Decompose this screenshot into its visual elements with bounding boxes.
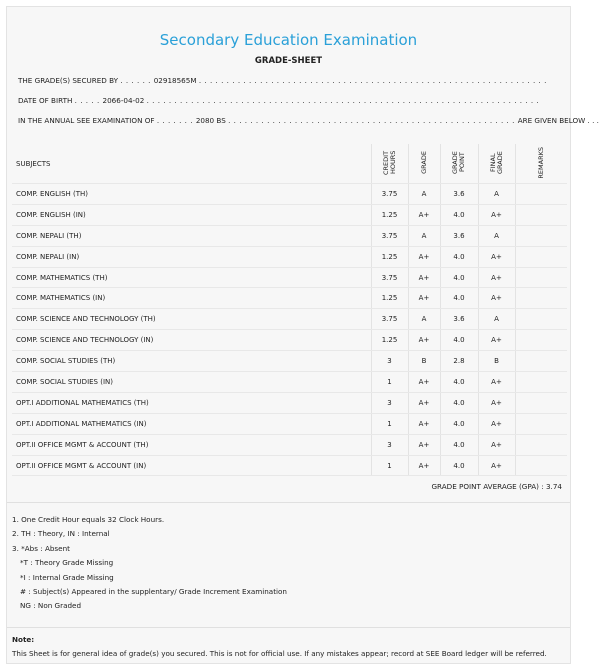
header-grade-point: GRADE POINT xyxy=(440,144,478,184)
exam-title: Secondary Education Examination xyxy=(159,31,418,49)
credit-hours-cell: 1.25 xyxy=(371,330,408,351)
final-grade-cell: A+ xyxy=(478,204,515,225)
table-row xyxy=(12,413,567,434)
final-grade-cell: B xyxy=(478,351,515,372)
final-grade-cell: A+ xyxy=(478,267,515,288)
credit-hours-cell: 3.75 xyxy=(371,267,408,288)
final-grade-cell: A+ xyxy=(478,413,515,434)
header-grade: GRADE xyxy=(408,144,440,184)
exam-label: IN THE ANNUAL SEE EXAMINATION OF xyxy=(18,116,155,125)
grade-point-cell: 4.0 xyxy=(440,204,478,225)
grades-table xyxy=(12,144,567,476)
grade-sheet xyxy=(6,6,599,664)
subject-cell: COMP. ENGLISH (IN) xyxy=(12,204,371,225)
grade-point-cell: 2.8 xyxy=(440,351,478,372)
remarks-cell xyxy=(515,330,567,351)
table-row xyxy=(12,309,567,330)
subject-cell: COMP. NEPALI (IN) xyxy=(12,246,371,267)
grade-point-cell: 4.0 xyxy=(440,434,478,455)
subject-cell: COMP. MATHEMATICS (IN) xyxy=(12,288,371,309)
final-grade-cell: A+ xyxy=(478,288,515,309)
final-grade-cell: A xyxy=(478,184,515,205)
grade-cell: A+ xyxy=(408,413,440,434)
table-row xyxy=(12,288,567,309)
table-row xyxy=(12,455,567,476)
grade-cell: A+ xyxy=(408,392,440,413)
grade-point-cell: 4.0 xyxy=(440,455,478,476)
remarks-cell xyxy=(515,184,567,205)
final-grade-cell: A+ xyxy=(478,372,515,393)
note-item: 2. TH : Theory, IN : Internal xyxy=(12,529,110,539)
final-grade-cell: A+ xyxy=(478,246,515,267)
table-row xyxy=(12,392,567,413)
credit-hours-cell: 1.25 xyxy=(371,288,408,309)
credit-hours-cell: 1 xyxy=(371,372,408,393)
credit-hours-cell: 1 xyxy=(371,413,408,434)
grade-cell: A xyxy=(408,225,440,246)
grade-cell: A xyxy=(408,184,440,205)
divider xyxy=(7,502,570,503)
header-final-grade: FINAL GRADE xyxy=(478,144,515,184)
remarks-cell xyxy=(515,351,567,372)
subject-cell: COMP. ENGLISH (TH) xyxy=(12,184,371,205)
exam-year: 2080 BS xyxy=(195,116,226,125)
table-row xyxy=(12,330,567,351)
grade-cell: A+ xyxy=(408,267,440,288)
subject-cell: COMP. MATHEMATICS (TH) xyxy=(12,267,371,288)
remarks-cell xyxy=(515,309,567,330)
sheet-subtitle: GRADE-SHEET xyxy=(254,56,323,66)
credit-hours-cell: 1.25 xyxy=(371,204,408,225)
credit-hours-cell: 1.25 xyxy=(371,246,408,267)
subject-cell: OPT.I ADDITIONAL MATHEMATICS (TH) xyxy=(12,392,371,413)
table-row xyxy=(12,434,567,455)
note-item: 1. One Credit Hour equals 32 Clock Hours. xyxy=(12,515,165,524)
credit-hours-cell: 3 xyxy=(371,392,408,413)
grade-cell: A+ xyxy=(408,330,440,351)
final-grade-cell: A+ xyxy=(478,455,515,476)
symbol-number: 02918565M xyxy=(153,76,197,85)
given-below: ARE GIVEN BELOW . . . xyxy=(517,116,599,125)
remarks-cell xyxy=(515,288,567,309)
grade-cell: B xyxy=(408,351,440,372)
subject-cell: OPT.II OFFICE MGMT & ACCOUNT (IN) xyxy=(12,455,371,476)
grade-cell: A+ xyxy=(408,246,440,267)
header-subjects: SUBJECTS xyxy=(12,144,371,184)
credit-hours-cell: 3 xyxy=(371,434,408,455)
credit-hours-cell: 3.75 xyxy=(371,184,408,205)
divider xyxy=(7,627,570,628)
subject-cell: COMP. SCIENCE AND TECHNOLOGY (IN) xyxy=(12,330,371,351)
remarks-cell xyxy=(515,204,567,225)
secured-by-line: THE GRADE(S) SECURED BY . . . . . . 02918565M . . . . . . . . . . . . . . . . . . . . . . . . . . . . . . . . . . . . . . . . . . . . . . . . . . . . . . . . . . . . . . . xyxy=(18,76,547,85)
grade-cell: A+ xyxy=(408,204,440,225)
remarks-cell xyxy=(515,372,567,393)
header-remarks: REMARKS xyxy=(515,144,567,184)
grade-point-cell: 4.0 xyxy=(440,372,478,393)
note-item: # : Subject(s) Appeared in the supplentary/ Grade Increment Examination xyxy=(20,587,287,597)
remarks-cell xyxy=(515,455,567,476)
subject-cell: COMP. NEPALI (TH) xyxy=(12,225,371,246)
credit-hours-cell: 3.75 xyxy=(371,309,408,330)
remarks-cell xyxy=(515,267,567,288)
grade-point-cell: 4.0 xyxy=(440,413,478,434)
credit-hours-cell: 3 xyxy=(371,351,408,372)
remarks-cell xyxy=(515,246,567,267)
grade-cell: A+ xyxy=(408,288,440,309)
gpa-label: GRADE POINT AVERAGE (GPA) : xyxy=(431,482,544,491)
table-row xyxy=(12,184,567,205)
table-row xyxy=(12,372,567,393)
table-row xyxy=(12,246,567,267)
footnote-label: Note: xyxy=(12,635,35,644)
grade-point-cell: 4.0 xyxy=(440,246,478,267)
grade-point-cell: 4.0 xyxy=(440,330,478,351)
table-row xyxy=(12,225,567,246)
note-item: NG : Non Graded xyxy=(20,601,82,611)
note-item: *T : Theory Grade Missing xyxy=(20,558,114,568)
remarks-cell xyxy=(515,225,567,246)
final-grade-cell: A+ xyxy=(478,392,515,413)
grade-point-cell: 4.0 xyxy=(440,392,478,413)
grade-point-cell: 3.6 xyxy=(440,184,478,205)
subject-cell: COMP. SCIENCE AND TECHNOLOGY (TH) xyxy=(12,309,371,330)
dob-value: 2066-04-02 xyxy=(102,96,145,105)
table-row xyxy=(12,204,567,225)
grade-cell: A xyxy=(408,309,440,330)
subject-cell: COMP. SOCIAL STUDIES (IN) xyxy=(12,372,371,393)
table-header-row xyxy=(12,144,567,184)
remarks-cell xyxy=(515,434,567,455)
subject-cell: COMP. SOCIAL STUDIES (TH) xyxy=(12,351,371,372)
grade-point-cell: 4.0 xyxy=(440,288,478,309)
exam-line: IN THE ANNUAL SEE EXAMINATION OF . . . . . . . 2080 BS . . . . . . . . . . . . . . . . . . . . . . . . . . . . . . . . . . . . . . . . . . . . . . . . . . . . ARE GIVEN BELOW . . . xyxy=(18,116,599,125)
note-item: 3. *Abs : Absent xyxy=(12,543,70,553)
grade-point-cell: 3.6 xyxy=(440,309,478,330)
grade-cell: A+ xyxy=(408,455,440,476)
subject-cell: OPT.I ADDITIONAL MATHEMATICS (IN) xyxy=(12,413,371,434)
credit-hours-cell: 3.75 xyxy=(371,225,408,246)
table-row xyxy=(12,351,567,372)
grade-cell: A+ xyxy=(408,372,440,393)
note-item: *I : Internal Grade Missing xyxy=(20,572,114,582)
credit-hours-cell: 1 xyxy=(371,455,408,476)
grade-point-cell: 4.0 xyxy=(440,267,478,288)
final-grade-cell: A+ xyxy=(478,330,515,351)
final-grade-cell: A+ xyxy=(478,434,515,455)
header-credit-hours: CREDIT HOURS xyxy=(371,144,408,184)
remarks-cell xyxy=(515,392,567,413)
grade-point-cell: 3.6 xyxy=(440,225,478,246)
table-row xyxy=(12,267,567,288)
footnote-text: This Sheet is for general idea of grade(s) you secured. This is not for official use. If any mistakes appear; record at SEE Board ledger will be referred. xyxy=(12,649,547,658)
dob-line: DATE OF BIRTH . . . . . 2066-04-02 . . . . . . . . . . . . . . . . . . . . . . . . . . . . . . . . . . . . . . . . . . . . . . . . . . . . . . . . . . . . . . . . . . . . . . . xyxy=(18,96,540,105)
final-grade-cell: A xyxy=(478,309,515,330)
final-grade-cell: A xyxy=(478,225,515,246)
subject-cell: OPT.II OFFICE MGMT & ACCOUNT (TH) xyxy=(12,434,371,455)
gpa-line xyxy=(431,482,562,491)
grade-cell: A+ xyxy=(408,434,440,455)
secured-by-label: THE GRADE(S) SECURED BY xyxy=(18,76,119,85)
gpa-value: 3.74 xyxy=(545,482,562,491)
dob-label: DATE OF BIRTH xyxy=(18,96,73,105)
notes-list xyxy=(12,513,287,614)
remarks-cell xyxy=(515,413,567,434)
